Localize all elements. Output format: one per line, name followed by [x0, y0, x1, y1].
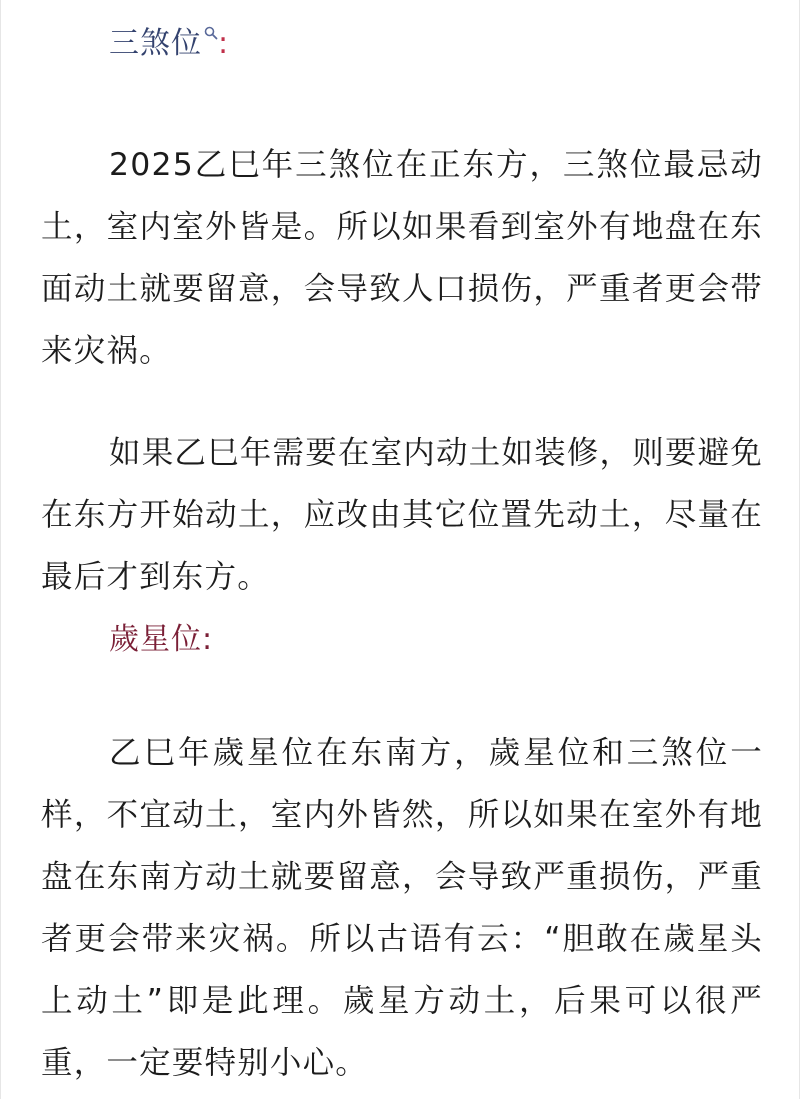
search-icon[interactable]: [204, 26, 218, 40]
paragraph-suixing-direction: 乙巳年歲星位在东南方，歲星位和三煞位一样，不宜动土，室内外皆然，所以如果在室外有地盘在东南方动土就要留意，会导致严重损伤，严重者更会带来灾祸。所以古语有云：“胆敢在歲星头上动土”即是此理。歲星方动土，后果可以很严重，一定要特别小心。: [41, 734, 763, 1081]
paragraph-sansha-direction: 2025乙巳年三煞位在正东方，三煞位最忌动土，室内室外皆是。所以如果看到室外有地盘在东面动土就要留意，会导致人口损伤，严重者更会带来灾祸。: [41, 146, 763, 369]
heading-text: 歲星位: [109, 622, 202, 657]
heading-text: 三煞位: [109, 26, 202, 61]
heading-colon: :: [202, 622, 214, 657]
heading-colon: :: [218, 26, 230, 61]
paragraph-renovation-advice: 如果乙巳年需要在室内动土如装修，则要避免在东方开始动土，应改由其它位置先动土，尽量在最后才到东方。: [41, 434, 764, 595]
section-heading-sansha: [109, 24, 229, 64]
section-heading-suixing: [109, 620, 213, 660]
